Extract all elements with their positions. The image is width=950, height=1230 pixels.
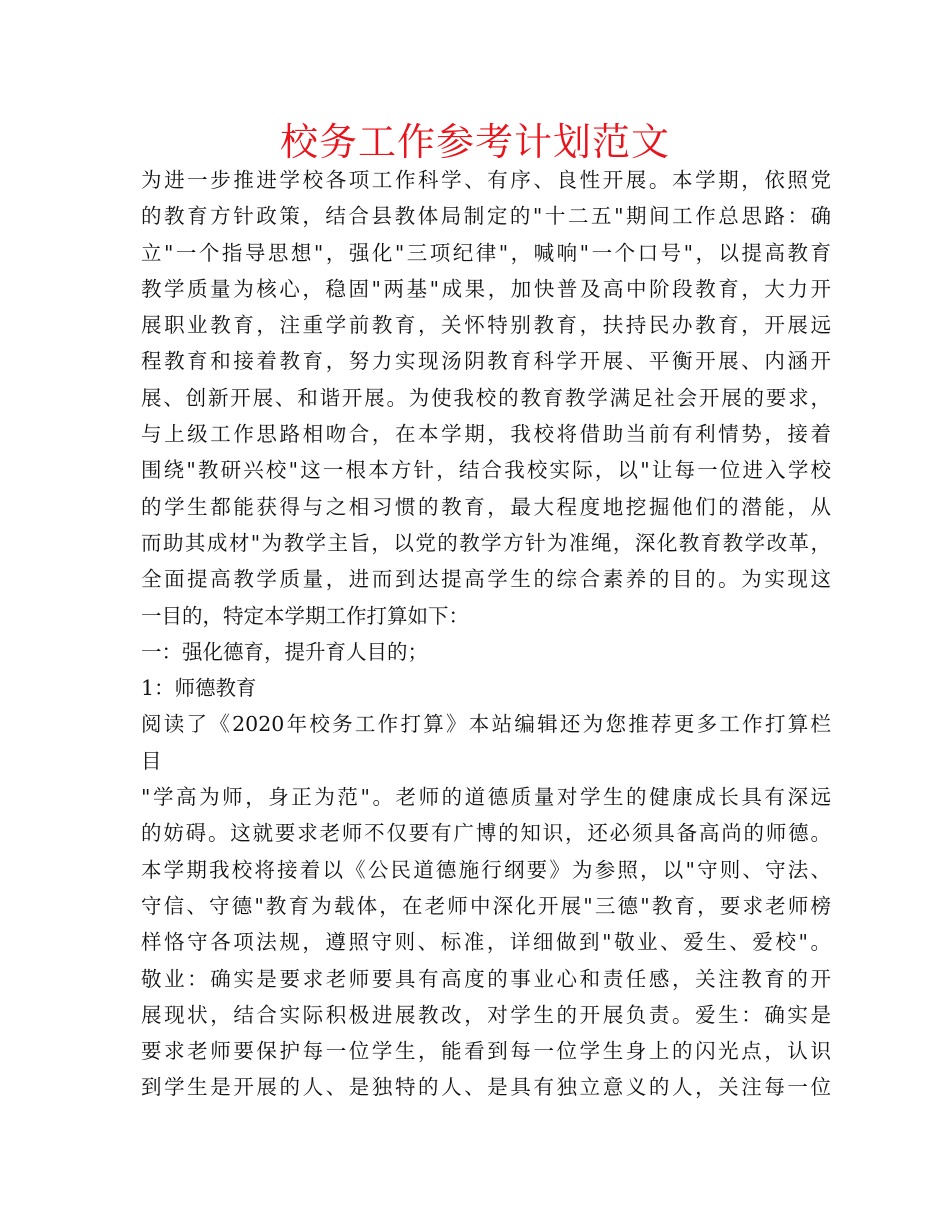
text-line: 立"一个指导思想"，强化"三项纪律"，喊响"一个口号"，以提高教育	[141, 240, 831, 265]
text-line: 敬业：确实是要求老师要具有高度的事业心和责任感，关注教育的开	[141, 966, 831, 991]
text-line: 展现状，结合实际积极进展教改，对学生的开展负责。爱生：确实是	[141, 1002, 831, 1027]
text-line: 样恪守各项法规，遵照守则、标准，详细做到"敬业、爱生、爱校"。	[141, 930, 831, 955]
text-line: 守信、守德"教育为载体，在老师中深化开展"三德"教育，要求老师榜	[141, 893, 831, 918]
text-line: 到学生是开展的人、是独特的人、是具有独立意义的人，关注每一位	[141, 1075, 831, 1100]
document-body	[141, 162, 831, 1106]
text-line: 围绕"教研兴校"这一根本方针，结合我校实际，以"让每一位进入学校	[141, 458, 831, 483]
text-line: 教学质量为核心，稳固"两基"成果，加快普及高中阶段教育，大力开	[141, 276, 831, 301]
text-line: 的妨碍。这就要求老师不仅要有广博的知识，还必须具备高尚的师德。	[141, 821, 831, 846]
text-line: 一目的，特定本学期工作打算如下：	[141, 603, 469, 628]
text-line: 的学生都能获得与之相习惯的教育，最大程度地挖掘他们的潜能，从	[141, 494, 831, 519]
text-line: 而助其成材"为教学主旨，以党的教学方针为准绳，深化教育教学改革，	[141, 530, 831, 555]
text-line: 要求老师要保护每一位学生，能看到每一位学生身上的闪光点，认识	[141, 1039, 831, 1064]
text-line: 目	[141, 748, 162, 773]
text-line: 阅读了《2020年校务工作打算》本站编辑还为您推荐更多工作打算栏	[141, 712, 831, 737]
text-line: "学高为师，身正为范"。老师的道德质量对学生的健康成长具有深远	[141, 785, 831, 810]
text-line: 全面提高教学质量，进而到达提高学生的综合素养的目的。为实现这	[141, 567, 831, 592]
text-line: 本学期我校将接着以《公民道德施行纲要》为参照，以"守则、守法、	[141, 857, 831, 882]
text-line: 程教育和接着教育，努力实现汤阴教育科学开展、平衡开展、内涵开	[141, 349, 831, 374]
text-line: 一：强化德育，提升育人目的；	[141, 639, 428, 664]
text-line: 展、创新开展、和谐开展。为使我校的教育教学满足社会开展的要求，	[141, 385, 831, 410]
text-line: 展职业教育，注重学前教育，关怀特别教育，扶持民办教育，开展远	[141, 313, 831, 338]
text-line: 的教育方针政策，结合县教体局制定的"十二五"期间工作总思路：确	[141, 204, 831, 229]
text-line: 为进一步推进学校各项工作科学、有序、良性开展。本学期，依照党	[141, 168, 831, 192]
document-title: 校务工作参考计划范文	[279, 120, 670, 164]
text-line: 与上级工作思路相吻合，在本学期，我校将借助当前有利情势，接着	[141, 422, 831, 447]
text-line: 1：师德教育	[141, 676, 257, 701]
